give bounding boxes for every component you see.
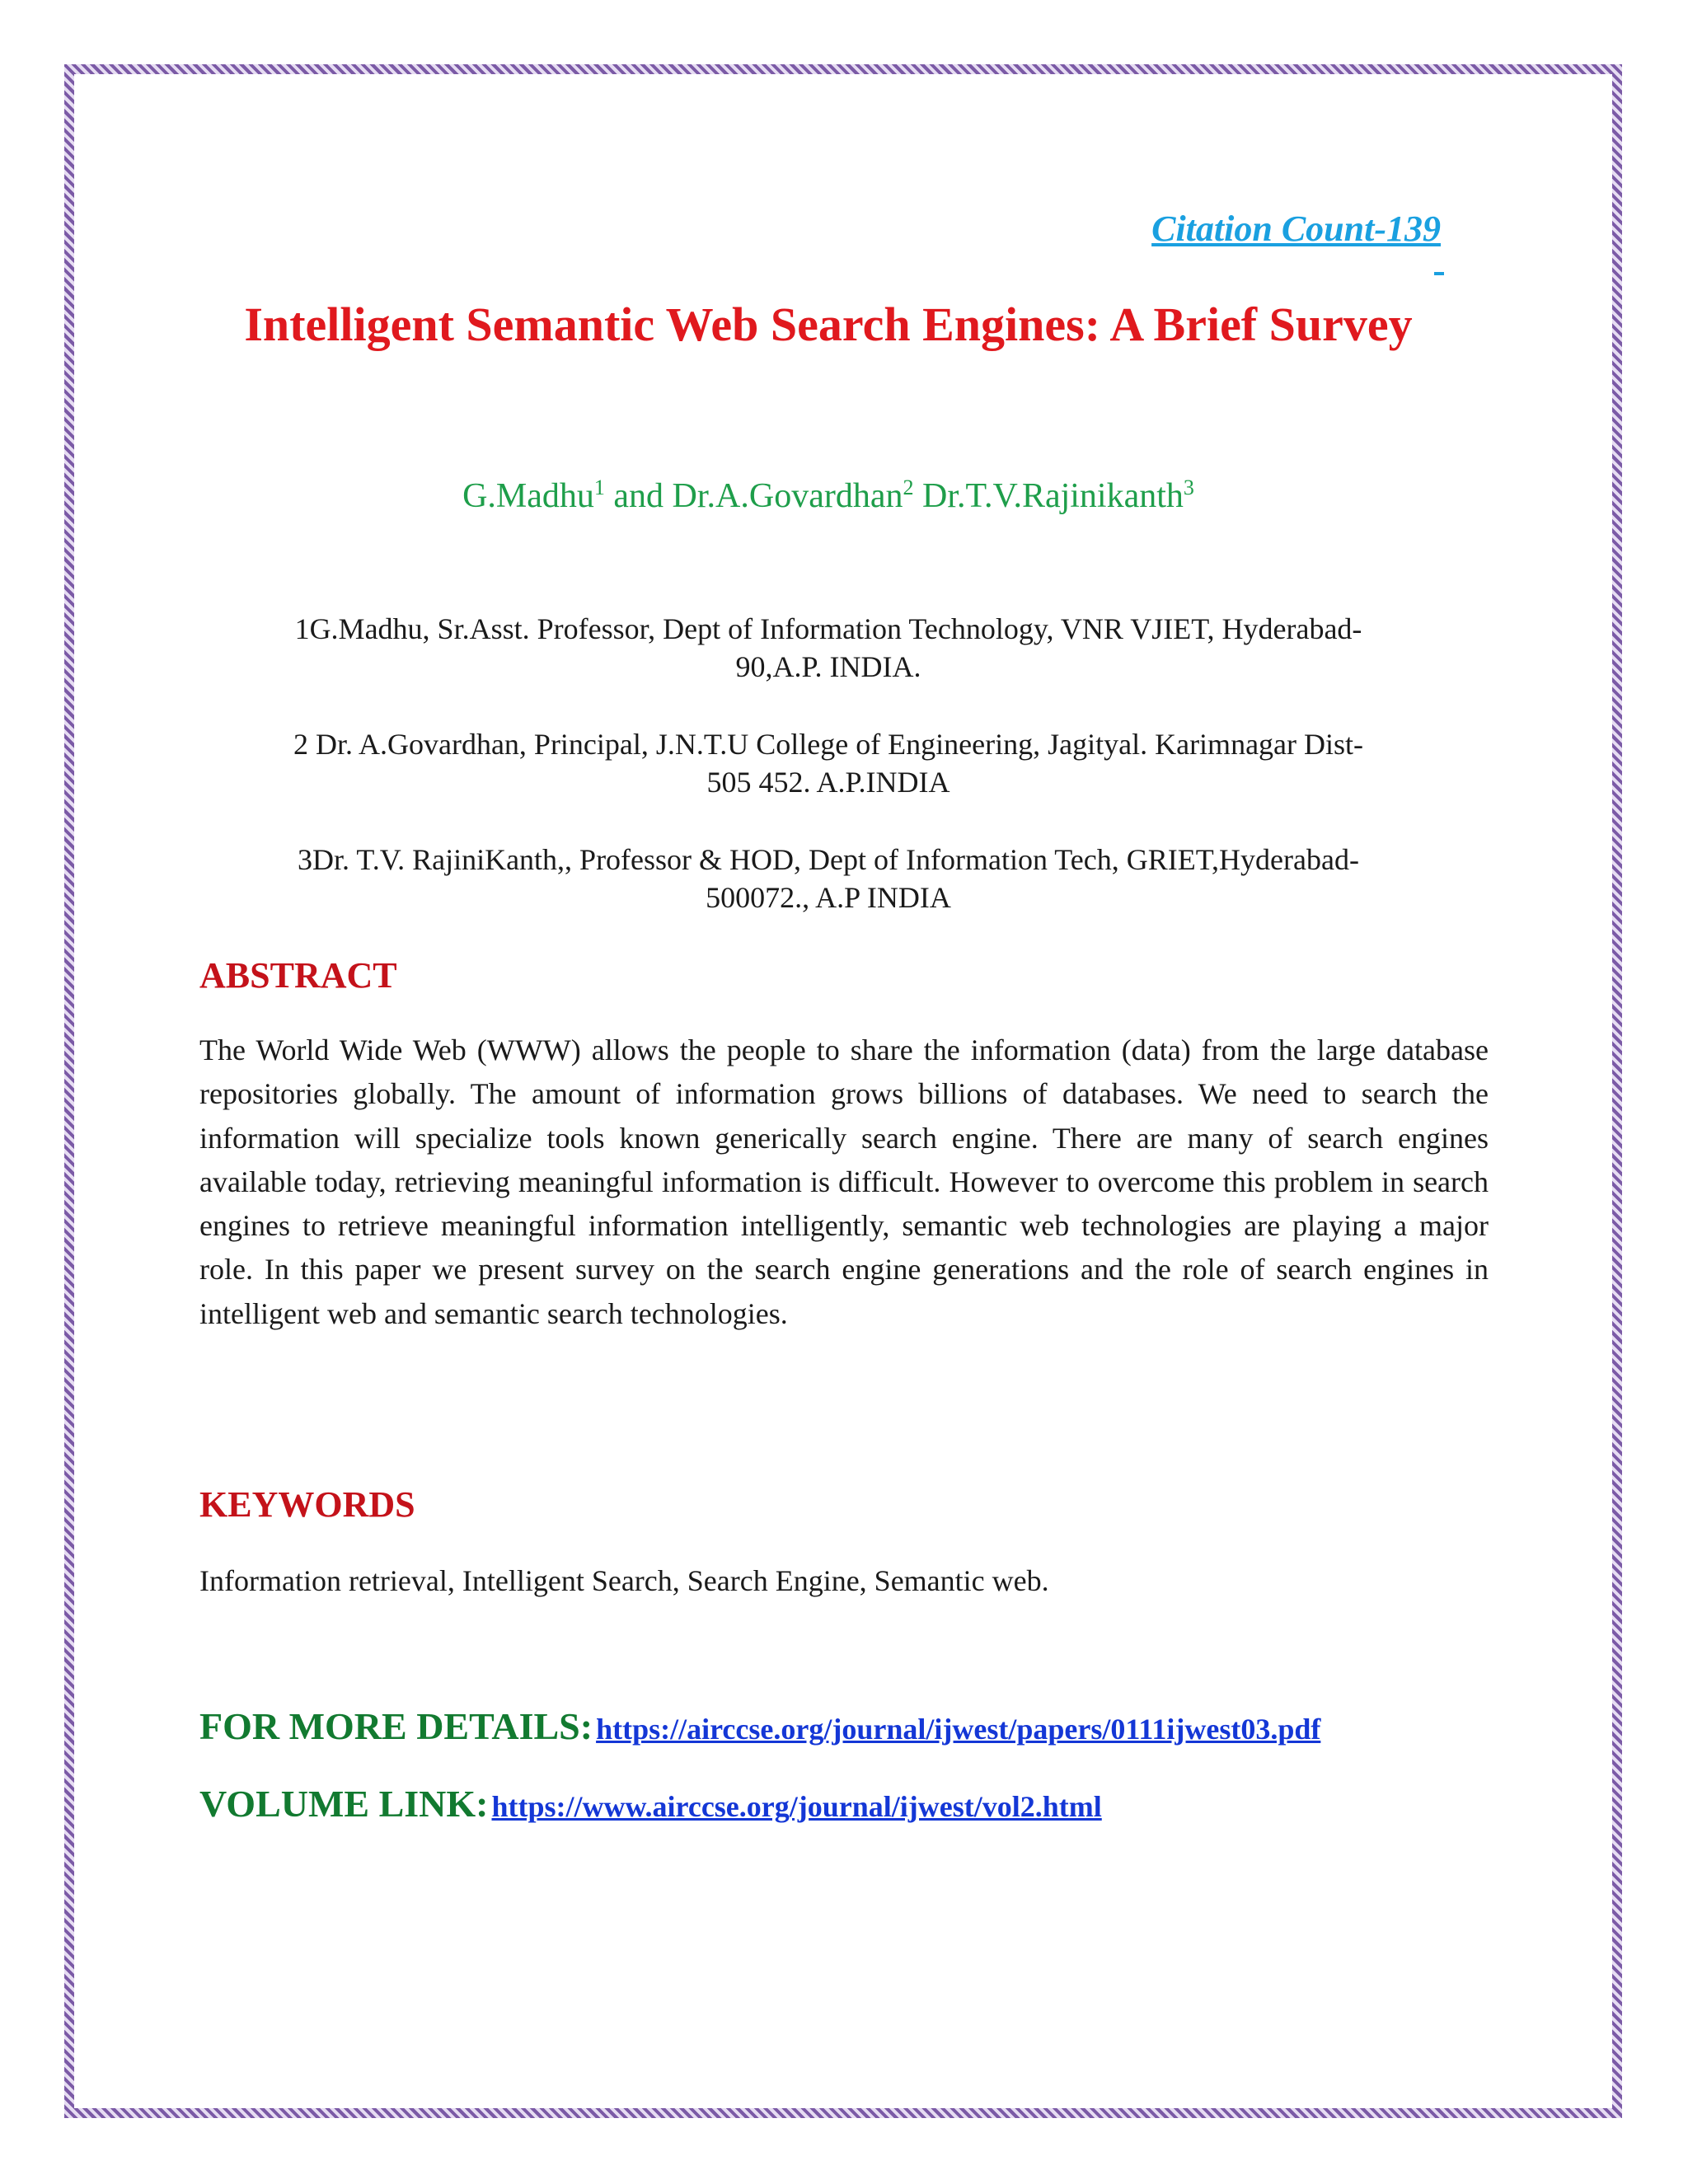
affiliation-line: 2 Dr. A.Govardhan, Principal, J.N.T.U College of Engineering, Jagityal. Karimnagar Dist- (293, 728, 1364, 761)
affiliation-line: 500072., A.P INDIA (706, 881, 951, 914)
affiliation-3 (223, 841, 1434, 916)
citation-dash (1434, 272, 1444, 275)
affiliation-line: 505 452. A.P.INDIA (706, 766, 950, 799)
affiliation-line: 90,A.P. INDIA. (735, 650, 921, 683)
details-link[interactable]: https://airccse.org/journal/ijwest/papers/0111ijwest03.pdf (596, 1713, 1321, 1746)
abstract-heading: ABSTRACT (199, 955, 397, 996)
author-list (198, 476, 1459, 516)
author-separator: and (613, 477, 664, 515)
volume-row (199, 1782, 1102, 1825)
author-name: Dr.A.Govardhan (672, 477, 903, 515)
affiliation-line: 1G.Madhu, Sr.Asst. Professor, Dept of Information Technology, VNR VJIET, Hyderabad- (294, 612, 1362, 645)
affiliation-2 (223, 725, 1434, 801)
author-superscript: 1 (593, 476, 605, 499)
citation-count-link[interactable]: Citation Count-139 (1151, 209, 1441, 249)
author-superscript: 3 (1183, 476, 1194, 499)
paper-title: Intelligent Semantic Web Search Engines: A Brief Survey (244, 298, 1413, 351)
keywords-heading: KEYWORDS (199, 1484, 415, 1525)
affiliation-line: 3Dr. T.V. RajiniKanth,, Professor & HOD, Dept of Information Tech, GRIET,Hyderabad- (298, 843, 1359, 876)
details-row (199, 1704, 1320, 1748)
author-name: Dr.T.V.Rajinikanth (921, 477, 1184, 515)
volume-label: VOLUME LINK: (199, 1783, 489, 1825)
author-name: G.Madhu (462, 477, 594, 515)
affiliation-1 (223, 610, 1434, 686)
author-superscript: 2 (903, 476, 914, 499)
details-label: FOR MORE DETAILS: (199, 1705, 593, 1747)
abstract-body: The World Wide Web (WWW) allows the people to share the information (data) from the large database repositories globally. The amount of information grows billions of databases. We need to search the information will specialize tools known generically search engine. There are many of search engines available today, retrieving meaningful information is difficult. However to overcome this problem in search engines to retrieve meaningful information intelligently, semantic web technologies are playing a major role. In this paper we present survey on the search engine generations and the role of search engines in intelligent web and semantic search technologies. (199, 1033, 1489, 1330)
keywords-body: Information retrieval, Intelligent Search, Search Engine, Semantic web. (199, 1564, 1049, 1597)
volume-link[interactable]: https://www.airccse.org/journal/ijwest/vol2.html (491, 1790, 1102, 1823)
